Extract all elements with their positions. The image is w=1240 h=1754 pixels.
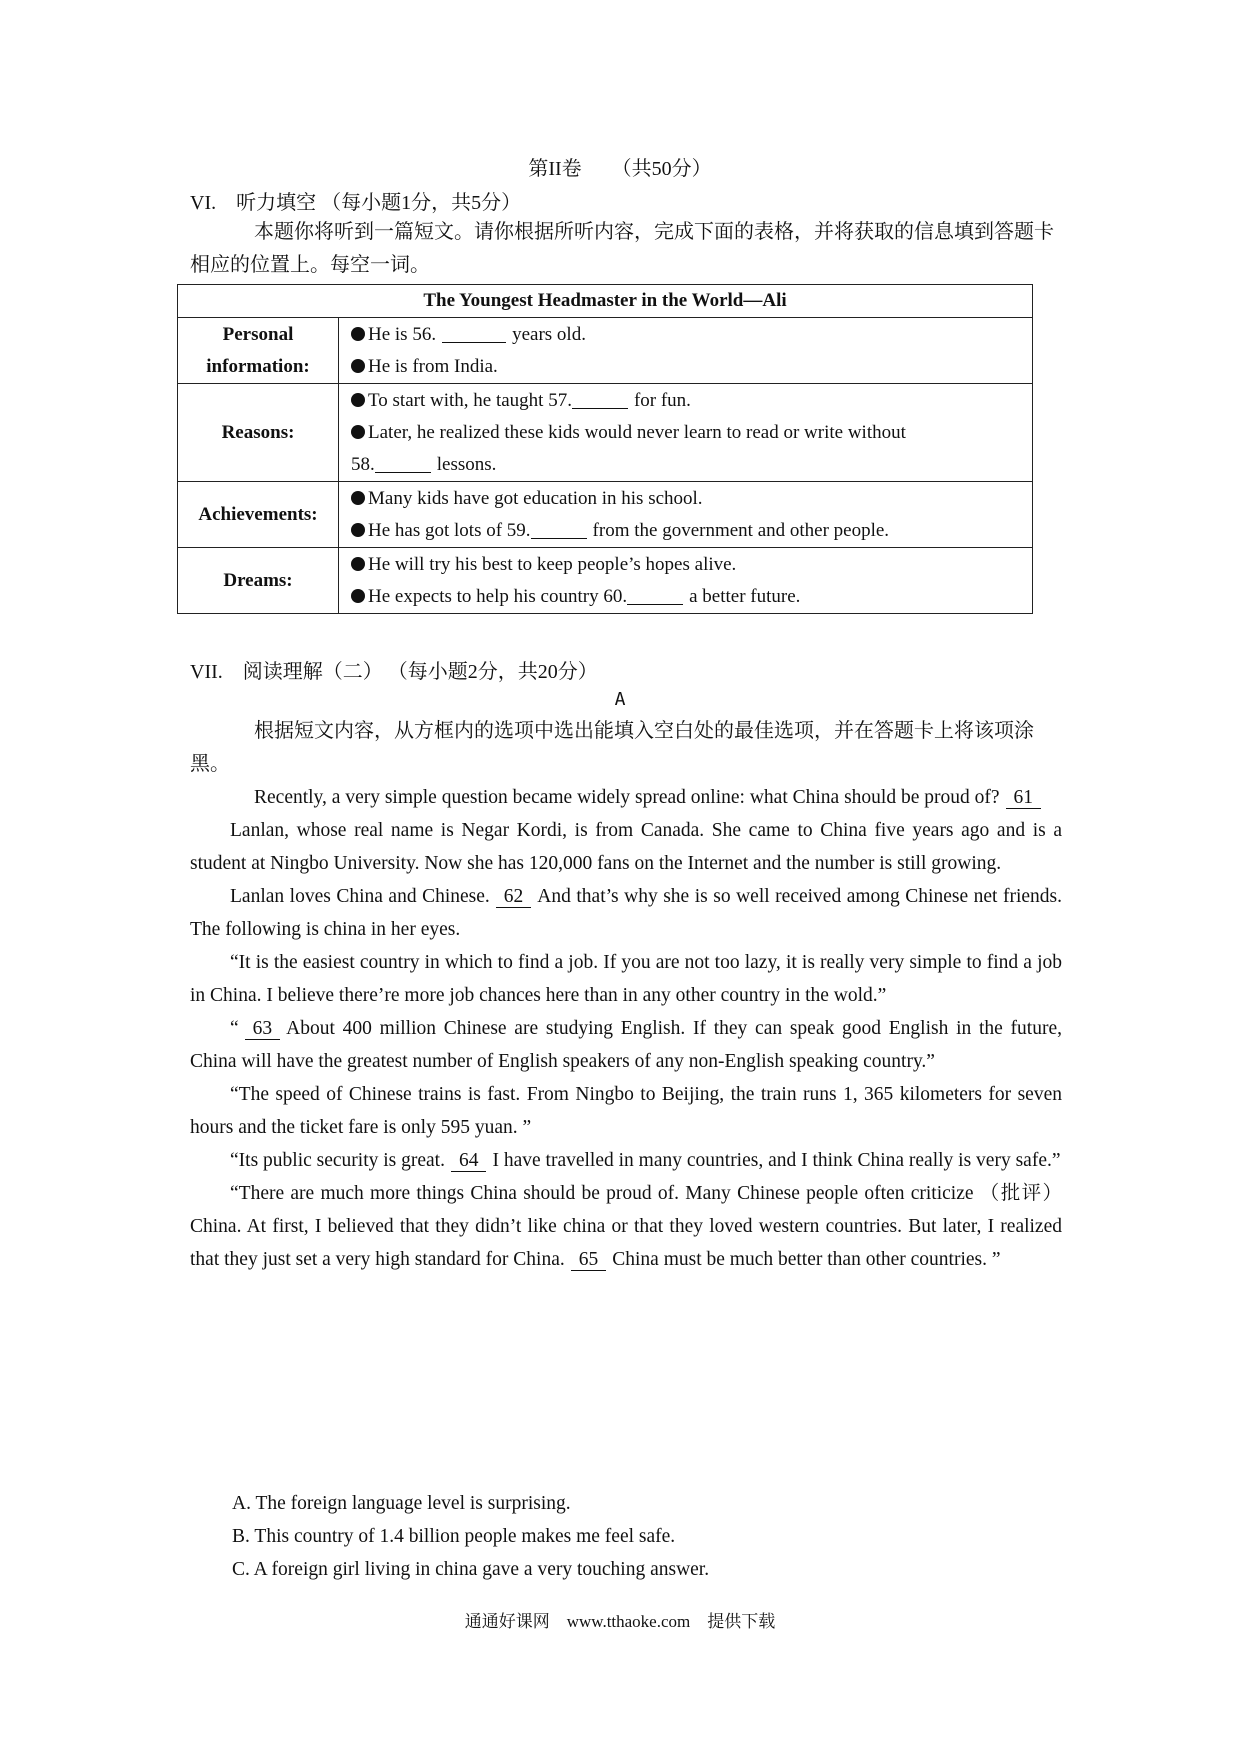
table-row [178,318,1033,384]
section-6-heading: VI. 听力填空 （每小题1分，共5分） [190,192,522,214]
bullet-line: He expects to help his country 60. a better future. [351,581,1024,613]
bullet-icon [351,327,365,341]
bullet-line: 58. lessons. [351,453,497,475]
footer-credit: 通通好课网 www.tthaoke.com 提供下载 [464,1612,776,1631]
paragraph: “There are much more things China should be proud of. Many Chinese people often criticize （批评）China. At first, I believed that they didn’t like china or that they loved western countries. But later, I realized that they just set a very high standard for China. 65 China must be much better than other countries. ” [190,1183,1062,1270]
part-title: 第II卷 （共50分） [528,158,712,180]
section-7-heading: VII. 阅读理解（二） （每小题2分，共20分） [190,661,598,683]
row-category: Dreams: [178,548,339,614]
bullet-line: He is 56. years old. [351,319,1024,351]
bullet-icon [351,393,365,407]
bullet-line: He has got lots of 59. from the government and other people. [351,515,1024,547]
table-row [178,384,1033,482]
bullet-icon [351,491,365,505]
answer-blank-59[interactable] [531,520,587,539]
row-content [339,384,1033,482]
blank-62[interactable]: 62 [496,887,532,908]
passage-label: A [614,689,626,710]
blank-63[interactable]: 63 [245,1019,281,1040]
table-title: The Youngest Headmaster in the World—Ali [178,285,1033,318]
answer-blank-56[interactable] [442,324,506,343]
bullet-line: Later, he realized these kids would never learn to read or write without [351,417,1024,449]
paragraph: “It is the easiest country in which to find a job. If you are not too lazy, it is really very simple to find a job in China. I believe there’re more job chances here than in any other country in the wold.” [190,952,1062,1006]
listening-table [177,284,1033,614]
paragraph: Recently, a very simple question became widely spread online: what China should be proud of? 61 [190,781,1062,814]
row-content [339,318,1033,384]
bullet-icon [351,523,365,537]
row-content [339,548,1033,614]
table-row [178,548,1033,614]
blank-64[interactable]: 64 [451,1151,487,1172]
paragraph: Lanlan loves China and Chinese. 62 And that’s why she is so well received among Chinese net friends. The following is china in her eyes. [190,886,1062,940]
answer-options [232,1487,709,1586]
paragraph: Lanlan, whose real name is Negar Kordi, is from Canada. She came to China five years ago and is a student at Ningbo University. Now she has 120,000 fans on the Internet and the number is still growing. [190,820,1062,874]
bullet-line: To start with, he taught 57. for fun. [351,385,1024,417]
bullet-line: He is from India. [351,351,1024,383]
paragraph: “Its public security is great. 64 I have travelled in many countries, and I think China really is very safe.” [230,1150,1061,1171]
section-7-instruction: 根据短文内容，从方框内的选项中选出能填入空白处的最佳选项，并在答题卡上将该项涂黑。 [190,720,1034,775]
answer-blank-58[interactable] [375,454,431,473]
bullet-icon [351,359,365,373]
paragraph: “ 63 About 400 million Chinese are studying English. If they can speak good English in the future, China will have the greatest number of English speakers of any non-English speaking country.” [190,1018,1062,1072]
blank-61[interactable]: 61 [1006,788,1042,809]
row-category: Reasons: [178,384,339,482]
row-content [339,482,1033,548]
row-category: Personal information: [178,318,339,384]
bullet-line: Many kids have got education in his school. [351,483,1024,515]
bullet-line: He will try his best to keep people’s hopes alive. [351,549,1024,581]
option-c[interactable]: C. A foreign girl living in china gave a very touching answer. [232,1559,710,1580]
answer-blank-57[interactable] [572,390,628,409]
bullet-icon [351,589,365,603]
bullet-icon [351,425,365,439]
option-b[interactable]: B. This country of 1.4 billion people makes me feel safe. [232,1526,676,1547]
paragraph: “The speed of Chinese trains is fast. From Ningbo to Beijing, the train runs 1, 365 kilometers for seven hours and the ticket fare is only 595 yuan. ” [190,1084,1062,1138]
section-6-instruction: 本题你将听到一篇短文。请你根据所听内容，完成下面的表格，并将获取的信息填到答题卡相应的位置上。每空一词。 [190,221,1054,276]
reading-passage [190,781,1062,1276]
table-row [178,482,1033,548]
row-category: Achievements: [178,482,339,548]
answer-blank-60[interactable] [627,586,683,605]
option-a[interactable]: A. The foreign language level is surprising. [232,1493,571,1514]
blank-65[interactable]: 65 [571,1250,607,1271]
bullet-icon [351,557,365,571]
